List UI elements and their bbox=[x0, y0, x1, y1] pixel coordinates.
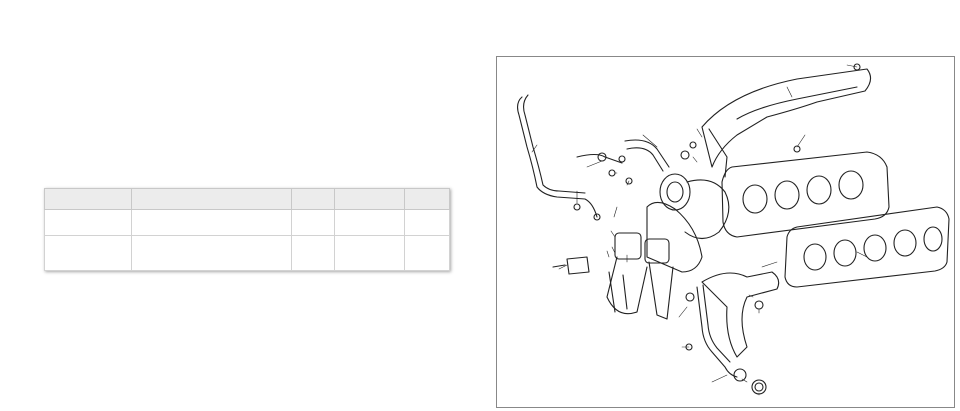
part-number bbox=[45, 210, 132, 236]
part-qty bbox=[292, 210, 335, 236]
price-cell bbox=[404, 236, 449, 271]
part-description bbox=[132, 210, 292, 236]
part-number bbox=[45, 236, 132, 271]
parts-table bbox=[44, 188, 450, 271]
note-qty bbox=[495, 40, 505, 54]
parts-diagram[interactable] bbox=[496, 56, 955, 408]
col-desc bbox=[132, 189, 292, 210]
replaced-note bbox=[136, 252, 287, 261]
col-code bbox=[45, 189, 132, 210]
table-header-row bbox=[45, 189, 450, 210]
turbo-exploded-view bbox=[497, 57, 954, 407]
part-info bbox=[335, 210, 404, 236]
part-description bbox=[132, 236, 292, 271]
table-row bbox=[45, 210, 450, 236]
part-info bbox=[335, 236, 404, 271]
col-info bbox=[335, 189, 404, 210]
legend-notes bbox=[495, 26, 505, 54]
price-cell bbox=[404, 210, 449, 236]
col-qty bbox=[292, 189, 335, 210]
col-price bbox=[404, 189, 449, 210]
note-price bbox=[495, 26, 505, 40]
table-row bbox=[45, 236, 450, 271]
part-qty bbox=[292, 236, 335, 271]
